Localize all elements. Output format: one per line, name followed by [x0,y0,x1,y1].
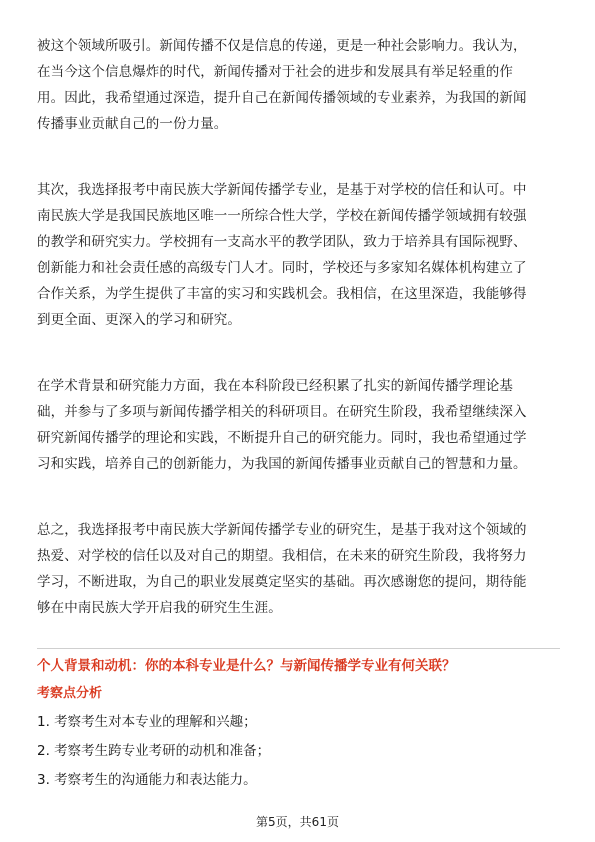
paragraph-line: 学习，不断进取，为自己的职业发展奠定坚实的基础。再次感谢您的提问，期待能 [37,574,527,590]
analysis-item: 1. 考察考生对本专业的理解和兴趣； [37,714,257,730]
page-number: 第5页，共61页 [256,815,339,829]
analysis-item: 3. 考察考生的沟通能力和表达能力。 [37,772,257,788]
paragraph-conclusion [37,517,560,621]
paragraph-line: 南民族大学是我国民族地区唯一一所综合性大学，学校在新闻传播学领域拥有较强 [37,208,527,224]
paragraph-motivation [37,33,560,137]
paragraph-line: 总之，我选择报考中南民族大学新闻传播学专业的研究生，是基于我对这个领域的 [37,522,527,538]
paragraph-line: 在学术背景和研究能力方面，我在本科阶段已经积累了扎实的新闻传播学理论基 [37,378,513,394]
paragraph-line: 础，并参与了多项与新闻传播学相关的科研项目。在研究生阶段，我希望继续深入 [37,404,527,420]
paragraph-academic-background [37,373,560,477]
paragraph-line: 习和实践，培养自己的创新能力，为我国的新闻传播事业贡献自己的智慧和力量。 [37,456,527,472]
paragraph-line: 合作关系，为学生提供了丰富的实习和实践机会。我相信，在这里深造，我能够得 [37,286,527,302]
paragraph-school-choice [37,177,560,333]
paragraph-line: 用。因此，我希望通过深造，提升自己在新闻传播领域的专业素养，为我国的新闻 [37,90,527,106]
paragraph-line: 到更全面、更深入的学习和研究。 [37,312,241,328]
paragraph-line: 其次，我选择报考中南民族大学新闻传播学专业，是基于对学校的信任和认可。中 [37,182,527,198]
paragraph-line: 够在中南民族大学开启我的研究生生涯。 [37,600,282,616]
interview-question: 个人背景和动机：你的本科专业是什么？与新闻传播学专业有何关联？ [37,658,456,674]
analysis-heading: 考察点分析 [37,686,103,701]
paragraph-line: 在当今这个信息爆炸的时代，新闻传播对于社会的进步和发展具有举足轻重的作 [37,64,513,80]
paragraph-line: 传播事业贡献自己的一份力量。 [37,116,228,132]
paragraph-line: 研究新闻传播学的理论和实践，不断提升自己的研究能力。同时，我也希望通过学 [37,430,527,446]
paragraph-line: 创新能力和社会责任感的高级专门人才。同时，学校还与多家知名媒体机构建立了 [37,260,527,276]
paragraph-line: 的教学和研究实力。学校拥有一支高水平的教学团队，致力于培养具有国际视野、 [37,234,527,250]
analysis-item: 2. 考察考生跨专业考研的动机和准备； [37,743,271,759]
section-divider [37,648,560,649]
paragraph-line: 被这个领域所吸引。新闻传播不仅是信息的传递，更是一种社会影响力。我认为， [37,38,527,54]
paragraph-line: 热爱、对学校的信任以及对自己的期望。我相信，在未来的研究生阶段，我将努力 [37,548,527,564]
